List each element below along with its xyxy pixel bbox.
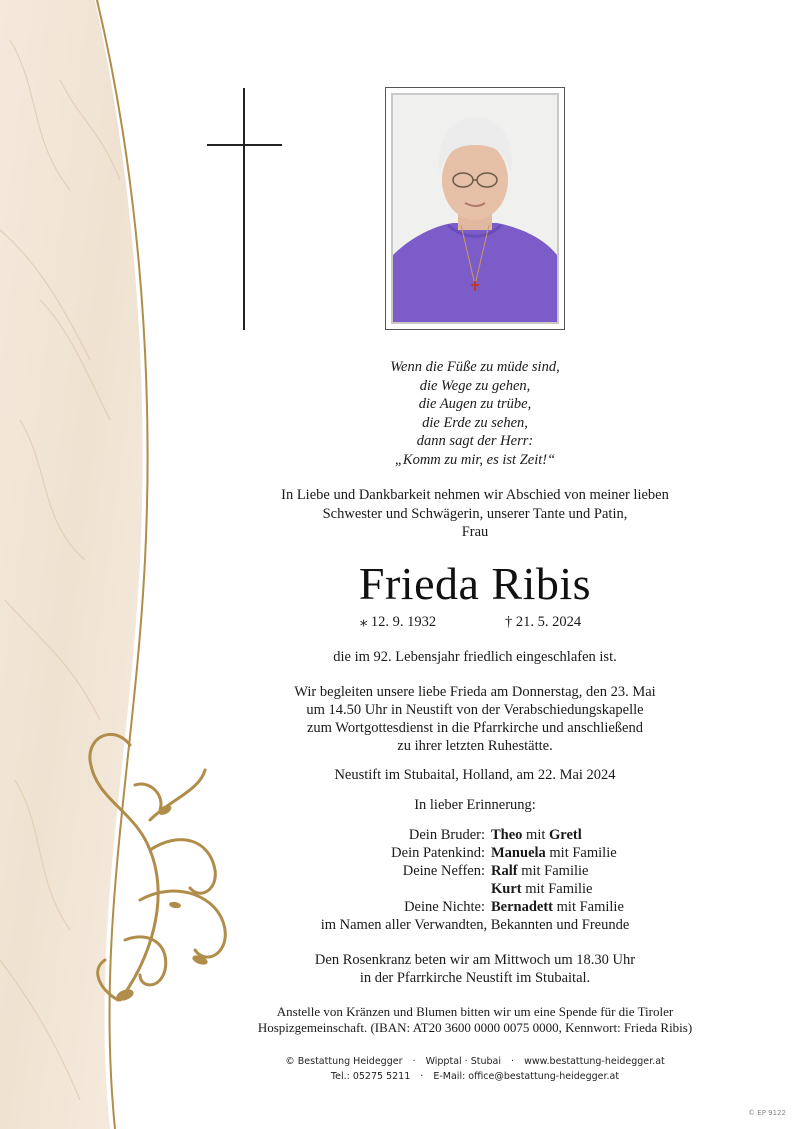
intro-line: Schwester und Schwägerin, unserer Tante und Patin, <box>322 505 628 522</box>
poem-line: „Komm zu mir, es ist Zeit!“ <box>394 451 556 468</box>
mourner-value <box>491 862 588 880</box>
birth-date: ⁎ 12. 9. 1932 <box>360 614 437 630</box>
cross-icon-bar <box>207 144 282 146</box>
erinnerung-heading: In lieber Erinnerung: <box>414 797 536 813</box>
mourner-rest: mit <box>522 827 550 843</box>
mourner-name: Theo <box>491 827 523 843</box>
mourner-label: Deine Neffen: <box>402 863 485 879</box>
mourner-value <box>491 826 582 844</box>
deceased-name: Frieda Ribis <box>358 558 592 609</box>
mourner-label: Deine Nichte: <box>404 899 485 915</box>
donation-line: Anstelle von Kränzen und Blumen bitten wir um eine Spende für die Tiroler <box>276 1004 674 1019</box>
intro-line: In Liebe und Dankbarkeit nehmen wir Abschied von meiner lieben <box>281 487 669 503</box>
mourner-value <box>491 898 624 916</box>
poem-line: die Wege zu gehen, <box>419 377 531 394</box>
portrait-frame <box>385 87 565 330</box>
funeral-line: zum Wortgottesdienst in die Pfarrkirche und anschließend <box>306 720 643 736</box>
separator: · <box>420 1071 424 1082</box>
mourner-name: Kurt <box>491 881 522 897</box>
mourner-value <box>491 880 593 898</box>
poem <box>210 358 740 469</box>
funeral-line: um 14.50 Uhr in Neustift von der Verabschiedungskapelle <box>306 702 644 718</box>
mourner-label <box>250 880 491 898</box>
poem-line: Wenn die Füße zu müde sind, <box>390 359 560 375</box>
intro-text <box>210 486 740 542</box>
funeral-line: Wir begleiten unsere liebe Frieda am Donnerstag, den 23. Mai <box>294 684 656 700</box>
rosary-line: Den Rosenkranz beten wir am Mittwoch um 18.30 Uhr <box>314 952 636 968</box>
mourner-rest: mit Familie <box>521 881 593 897</box>
rosary-line: in der Pfarrkirche Neustift im Stubaital. <box>359 970 591 986</box>
mourner-rest: mit Familie <box>517 863 589 879</box>
footer-line-1 <box>210 1054 740 1069</box>
poem-line: die Erde zu sehen, <box>422 414 528 431</box>
mourner-name: Manuela <box>491 845 546 861</box>
mourner-row <box>250 862 624 880</box>
funeral-line: zu ihrer letzten Ruhestätte. <box>397 738 553 754</box>
mourner-row <box>250 844 624 862</box>
rosary-text <box>210 951 740 987</box>
all-relatives: im Namen aller Verwandten, Bekannten und Freunde <box>320 917 630 933</box>
footer <box>210 1054 740 1084</box>
portrait-photo <box>391 93 559 324</box>
email-link[interactable]: E-Mail: office@bestattung-heidegger.at <box>433 1071 620 1082</box>
poem-line: dann sagt der Herr: <box>416 433 534 449</box>
website-link[interactable]: www.bestattung-heidegger.at <box>524 1056 665 1067</box>
mourner-label: Dein Patenkind: <box>391 845 485 861</box>
mourner-label: Dein Bruder: <box>408 827 485 843</box>
separator: · <box>412 1056 416 1067</box>
poem-line: die Augen zu trübe, <box>418 396 532 412</box>
intro-line: Frau <box>461 524 489 540</box>
mourner-name: Ralf <box>491 863 518 879</box>
footer-line-2 <box>210 1069 740 1084</box>
funeral-text <box>210 683 740 755</box>
donation-line: Hospizgemeinschaft. (IBAN: AT20 3600 0000 0075 0000, Kennwort: Frieda Ribis) <box>257 1020 693 1035</box>
cross-icon <box>243 88 245 330</box>
separator: · <box>511 1056 515 1067</box>
phone: Tel.: 05275 5211 <box>330 1071 411 1082</box>
mourner-rest: mit Familie <box>553 899 624 915</box>
mourner-name2: Gretl <box>549 827 582 843</box>
mourners-list <box>250 826 624 916</box>
region: Wipptal · Stubai <box>425 1056 501 1067</box>
product-code: © EP 9122 <box>748 1109 786 1117</box>
death-date: † 21. 5. 2024 <box>505 614 582 630</box>
mourner-rest: mit Familie <box>545 845 617 861</box>
mourner-row <box>250 898 624 916</box>
donation-text <box>210 1004 740 1036</box>
mourner-row <box>250 880 624 898</box>
mourner-value <box>491 844 617 862</box>
company-name: © Bestattung Heidegger <box>285 1056 403 1067</box>
mourner-row <box>250 826 624 844</box>
place-date: Neustift im Stubaital, Holland, am 22. Mai 2024 <box>334 767 616 783</box>
age-text: die im 92. Lebensjahr friedlich eingeschlafen ist. <box>333 649 617 665</box>
mourner-name: Bernadett <box>491 899 554 915</box>
